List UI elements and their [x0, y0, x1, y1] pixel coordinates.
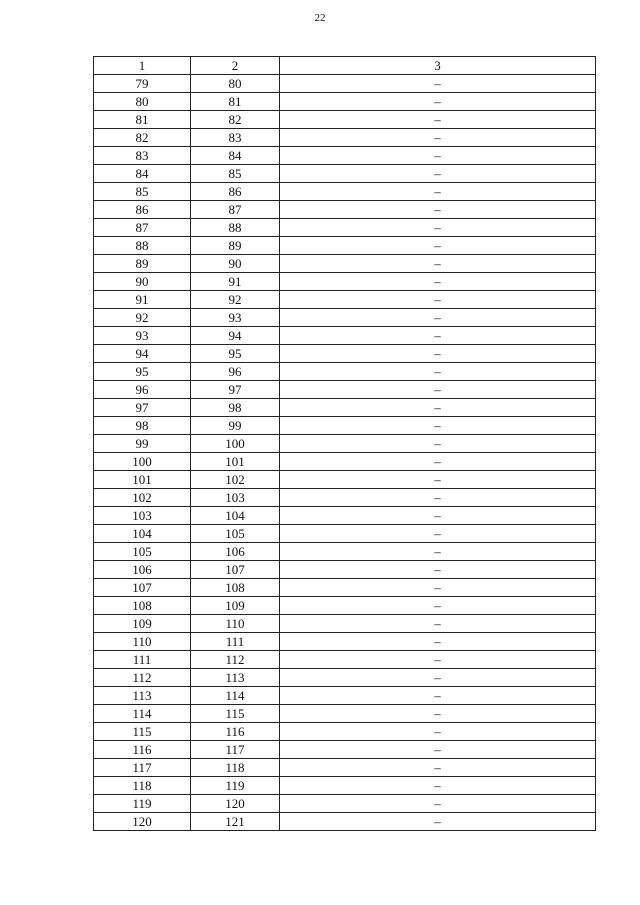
table-cell-col3: – [280, 795, 596, 813]
table-cell-col2: 88 [191, 219, 280, 237]
table-cell-col1: 94 [94, 345, 191, 363]
table-cell-col1: 109 [94, 615, 191, 633]
table-cell-col3: – [280, 345, 596, 363]
table-cell-col2: 83 [191, 129, 280, 147]
table-cell-col1: 118 [94, 777, 191, 795]
table-cell-col1: 120 [94, 813, 191, 831]
table-cell-col3: – [280, 669, 596, 687]
table-cell-col3: – [280, 363, 596, 381]
table-cell-col3: – [280, 723, 596, 741]
table-cell-col2: 115 [191, 705, 280, 723]
table-cell-col2: 80 [191, 75, 280, 93]
table-cell-col2: 101 [191, 453, 280, 471]
table-cell-col3: – [280, 291, 596, 309]
table-cell-col2: 108 [191, 579, 280, 597]
table-cell-col2: 81 [191, 93, 280, 111]
table-cell-col2: 96 [191, 363, 280, 381]
table-cell-col2: 89 [191, 237, 280, 255]
table-row [94, 579, 596, 597]
table-cell-col2: 118 [191, 759, 280, 777]
table-cell-col2: 104 [191, 507, 280, 525]
table-row [94, 777, 596, 795]
table-cell-col2: 94 [191, 327, 280, 345]
table-cell-col3: – [280, 219, 596, 237]
table-cell-col3: – [280, 183, 596, 201]
column-header-3: 3 [280, 57, 596, 75]
table-row [94, 147, 596, 165]
table-cell-col3: – [280, 579, 596, 597]
table-cell-col3: – [280, 381, 596, 399]
table-cell-col1: 93 [94, 327, 191, 345]
table-cell-col3: – [280, 147, 596, 165]
header-row [94, 57, 596, 75]
table-cell-col1: 100 [94, 453, 191, 471]
table-row [94, 327, 596, 345]
table-cell-col1: 119 [94, 795, 191, 813]
table-header [94, 57, 596, 75]
table-cell-col3: – [280, 129, 596, 147]
table-cell-col2: 107 [191, 561, 280, 579]
table-row [94, 201, 596, 219]
column-header-2: 2 [191, 57, 280, 75]
page-number: 22 [314, 12, 326, 24]
table-row [94, 669, 596, 687]
table-row [94, 489, 596, 507]
table-row [94, 237, 596, 255]
table-cell-col2: 106 [191, 543, 280, 561]
table-row [94, 507, 596, 525]
table-cell-col1: 117 [94, 759, 191, 777]
table-cell-col1: 95 [94, 363, 191, 381]
table-row [94, 255, 596, 273]
table-cell-col1: 80 [94, 93, 191, 111]
column-header-1: 1 [94, 57, 191, 75]
table-cell-col2: 111 [191, 633, 280, 651]
table-cell-col3: – [280, 777, 596, 795]
table-cell-col1: 110 [94, 633, 191, 651]
table-cell-col1: 107 [94, 579, 191, 597]
table-row [94, 723, 596, 741]
table-cell-col3: – [280, 237, 596, 255]
table-cell-col1: 102 [94, 489, 191, 507]
table-cell-col3: – [280, 633, 596, 651]
table-row [94, 417, 596, 435]
table-cell-col3: – [280, 327, 596, 345]
table-cell-col2: 87 [191, 201, 280, 219]
table-cell-col1: 103 [94, 507, 191, 525]
table-cell-col1: 116 [94, 741, 191, 759]
table-row [94, 183, 596, 201]
table-cell-col2: 82 [191, 111, 280, 129]
table-cell-col3: – [280, 525, 596, 543]
table-cell-col2: 84 [191, 147, 280, 165]
table-cell-col1: 115 [94, 723, 191, 741]
table-row [94, 165, 596, 183]
table-cell-col1: 86 [94, 201, 191, 219]
table-cell-col1: 99 [94, 435, 191, 453]
table-cell-col3: – [280, 705, 596, 723]
table-row [94, 345, 596, 363]
table-row [94, 705, 596, 723]
table-cell-col3: – [280, 399, 596, 417]
table-cell-col2: 102 [191, 471, 280, 489]
table-row [94, 633, 596, 651]
table-row [94, 399, 596, 417]
table-cell-col2: 92 [191, 291, 280, 309]
table-row [94, 471, 596, 489]
table-row [94, 525, 596, 543]
table-row [94, 111, 596, 129]
table-cell-col2: 114 [191, 687, 280, 705]
table-cell-col1: 106 [94, 561, 191, 579]
table-cell-col1: 98 [94, 417, 191, 435]
table-row [94, 561, 596, 579]
table-cell-col1: 114 [94, 705, 191, 723]
table-cell-col3: – [280, 741, 596, 759]
table-cell-col3: – [280, 75, 596, 93]
table-cell-col1: 105 [94, 543, 191, 561]
table-cell-col3: – [280, 543, 596, 561]
table-row [94, 291, 596, 309]
table-cell-col2: 120 [191, 795, 280, 813]
table-cell-col1: 85 [94, 183, 191, 201]
table-row [94, 651, 596, 669]
table-row [94, 813, 596, 831]
table-cell-col2: 121 [191, 813, 280, 831]
table-cell-col1: 88 [94, 237, 191, 255]
table-cell-col3: – [280, 813, 596, 831]
table-cell-col1: 101 [94, 471, 191, 489]
table-cell-col3: – [280, 417, 596, 435]
table-row [94, 453, 596, 471]
table-cell-col2: 117 [191, 741, 280, 759]
table-cell-col1: 83 [94, 147, 191, 165]
table-row [94, 687, 596, 705]
table-cell-col2: 95 [191, 345, 280, 363]
table-row [94, 75, 596, 93]
table-cell-col2: 85 [191, 165, 280, 183]
table-row [94, 273, 596, 291]
table-cell-col3: – [280, 597, 596, 615]
table-cell-col2: 98 [191, 399, 280, 417]
table-cell-col1: 111 [94, 651, 191, 669]
table-cell-col2: 116 [191, 723, 280, 741]
table-cell-col1: 112 [94, 669, 191, 687]
table-row [94, 597, 596, 615]
table-row [94, 543, 596, 561]
table-cell-col3: – [280, 309, 596, 327]
table-cell-col2: 86 [191, 183, 280, 201]
table-cell-col2: 105 [191, 525, 280, 543]
table-cell-col1: 84 [94, 165, 191, 183]
table-row [94, 129, 596, 147]
table-cell-col2: 113 [191, 669, 280, 687]
table-cell-col3: – [280, 471, 596, 489]
table-cell-col1: 87 [94, 219, 191, 237]
table-cell-col1: 90 [94, 273, 191, 291]
table-cell-col3: – [280, 453, 596, 471]
table-cell-col3: – [280, 507, 596, 525]
table-row [94, 615, 596, 633]
table-row [94, 759, 596, 777]
table-cell-col3: – [280, 561, 596, 579]
table-cell-col3: – [280, 687, 596, 705]
table-row [94, 381, 596, 399]
table-row [94, 741, 596, 759]
table-cell-col1: 108 [94, 597, 191, 615]
table-cell-col3: – [280, 759, 596, 777]
table-cell-col3: – [280, 273, 596, 291]
table-cell-col2: 100 [191, 435, 280, 453]
table-cell-col2: 90 [191, 255, 280, 273]
table-cell-col1: 96 [94, 381, 191, 399]
table-cell-col3: – [280, 651, 596, 669]
table-cell-col2: 109 [191, 597, 280, 615]
table-body [94, 75, 596, 831]
table-row [94, 435, 596, 453]
table-cell-col2: 103 [191, 489, 280, 507]
data-table [93, 56, 596, 831]
table-row [94, 219, 596, 237]
table-cell-col3: – [280, 255, 596, 273]
table-row [94, 93, 596, 111]
table-cell-col1: 91 [94, 291, 191, 309]
table-cell-col1: 97 [94, 399, 191, 417]
table-cell-col1: 81 [94, 111, 191, 129]
table-cell-col1: 92 [94, 309, 191, 327]
table-cell-col3: – [280, 93, 596, 111]
table-row [94, 363, 596, 381]
table-cell-col2: 97 [191, 381, 280, 399]
table-cell-col3: – [280, 201, 596, 219]
table-row [94, 795, 596, 813]
table-cell-col1: 82 [94, 129, 191, 147]
table-cell-col2: 99 [191, 417, 280, 435]
table-cell-col1: 104 [94, 525, 191, 543]
table-cell-col3: – [280, 489, 596, 507]
table-cell-col2: 91 [191, 273, 280, 291]
table-cell-col3: – [280, 615, 596, 633]
table-cell-col1: 79 [94, 75, 191, 93]
table-cell-col3: – [280, 435, 596, 453]
table-cell-col2: 110 [191, 615, 280, 633]
table-cell-col1: 113 [94, 687, 191, 705]
table-row [94, 309, 596, 327]
table-cell-col2: 112 [191, 651, 280, 669]
table-cell-col3: – [280, 111, 596, 129]
table-cell-col1: 89 [94, 255, 191, 273]
table-cell-col3: – [280, 165, 596, 183]
table-cell-col2: 93 [191, 309, 280, 327]
table-cell-col2: 119 [191, 777, 280, 795]
